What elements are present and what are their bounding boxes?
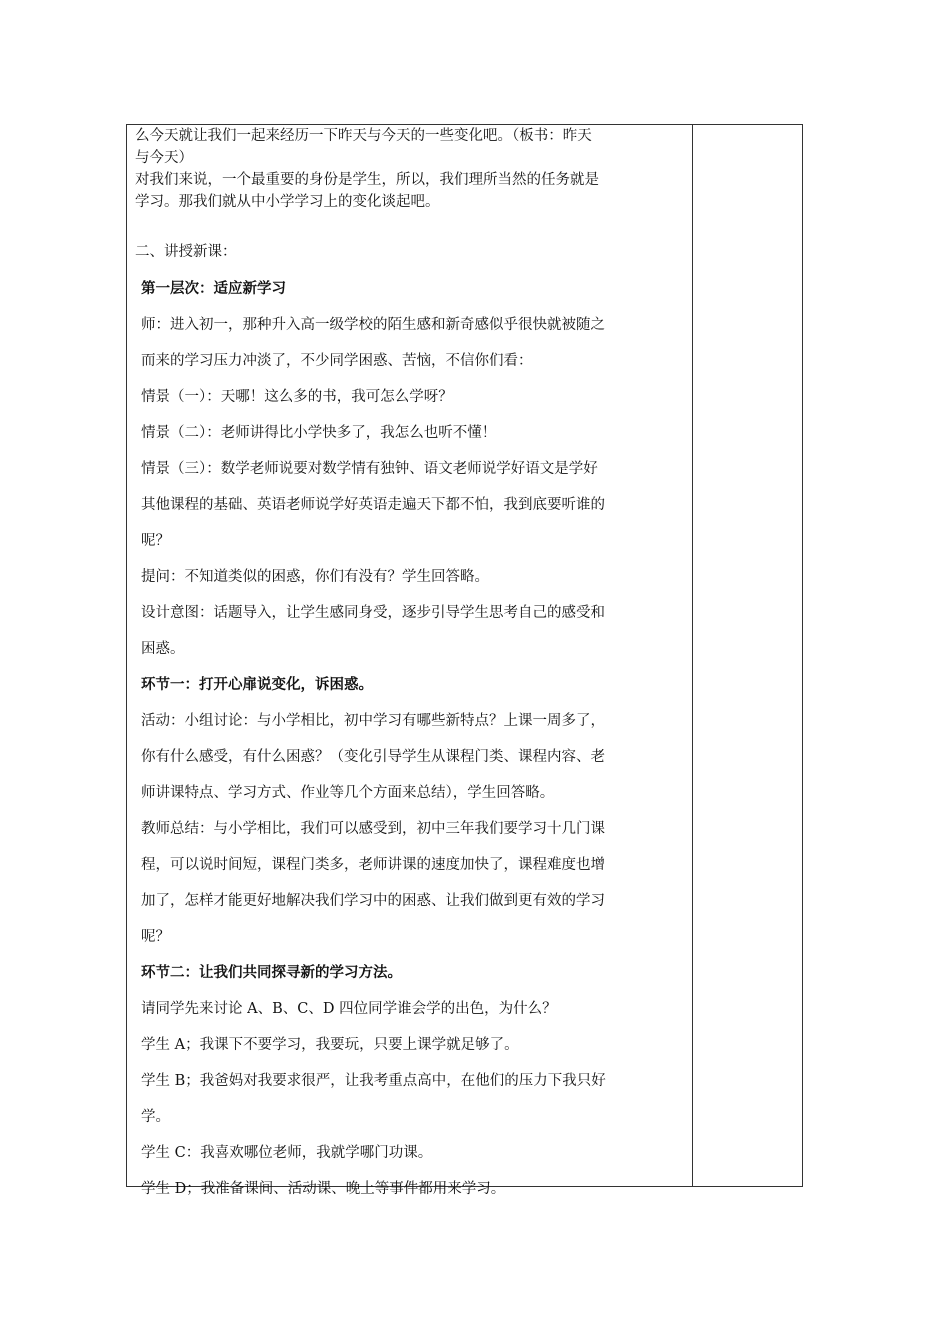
text-line: 对我们来说，一个最重要的身份是学生，所以，我们理所当然的任务就是	[135, 172, 599, 188]
student-line: 学生 C：我喜欢哪位老师，我就学哪门功课。	[141, 1145, 433, 1161]
text-line: 加了，怎样才能更好地解决我们学习中的困惑、让我们做到更有效的学习	[141, 893, 605, 909]
text-line: 设计意图：话题导入，让学生感同身受，逐步引导学生思考自己的感受和	[141, 605, 605, 621]
section-heading: 二、讲授新课：	[135, 244, 237, 260]
layer-heading: 第一层次：适应新学习	[141, 280, 286, 297]
scenario-line: 情景（三）：数学老师说要对数学情有独钟、语文老师说学好语文是学好	[141, 461, 598, 477]
text-line: 教师总结：与小学相比，我们可以感受到，初中三年我们要学习十几门课	[141, 821, 605, 837]
text-line: 活动：小组讨论：与小学相比，初中学习有哪些新特点？上课一周多了，	[141, 713, 605, 729]
scenario-line: 情景（一）：天哪！这么多的书，我可怎么学呀？	[141, 389, 453, 405]
text-line: 程，可以说时间短，课程门类多，老师讲课的速度加快了，课程难度也增	[141, 857, 605, 873]
step-heading: 环节二：让我们共同探寻新的学习方法。	[141, 964, 402, 981]
text-line: 么今天就让我们一起来经历一下昨天与今天的一些变化吧。（板书：昨天	[135, 128, 592, 144]
lesson-table	[126, 124, 803, 1197]
text-line: 请同学先来讨论 A、B、C、D 四位同学谁会学的出色，为什么？	[141, 1001, 557, 1017]
student-line: 学生 B；我爸妈对我要求很严，让我考重点高中，在他们的压力下我只好	[141, 1073, 606, 1089]
lesson-content-cell	[135, 125, 687, 1207]
text-line: 困惑。	[141, 641, 185, 657]
text-line: 与今天）	[135, 150, 193, 166]
scenario-line: 呢？	[141, 533, 170, 549]
student-line: 学生 A；我课下不要学习，我要玩，只要上课学就足够了。	[141, 1037, 519, 1053]
column-divider	[692, 125, 693, 1186]
student-line: 学。	[141, 1109, 170, 1125]
text-line: 师：进入初一，那种升入高一级学校的陌生感和新奇感似乎很快就被随之	[141, 317, 605, 333]
text-line: 呢？	[141, 929, 170, 945]
text-line: 你有什么感受，有什么困惑？（变化引导学生从课程门类、课程内容、老	[141, 749, 605, 765]
student-line: 学生 D；我准备课间、活动课、晚上等事件都用来学习。	[141, 1181, 506, 1197]
text-line: 而来的学习压力冲淡了，不少同学困惑、苦恼，不信你们看：	[141, 353, 533, 369]
text-line: 提问：不知道类似的困惑，你们有没有？学生回答略。	[141, 569, 489, 585]
text-line: 学习。那我们就从中小学学习上的变化谈起吧。	[135, 194, 440, 210]
step-heading: 环节一：打开心扉说变化，诉困惑。	[141, 676, 373, 693]
text-line: 师讲课特点、学习方式、作业等几个方面来总结），学生回答略。	[141, 785, 555, 801]
scenario-line: 其他课程的基础、英语老师说学好英语走遍天下都不怕，我到底要听谁的	[141, 497, 605, 513]
scenario-line: 情景（二）：老师讲得比小学快多了，我怎么也听不懂！	[141, 425, 497, 441]
